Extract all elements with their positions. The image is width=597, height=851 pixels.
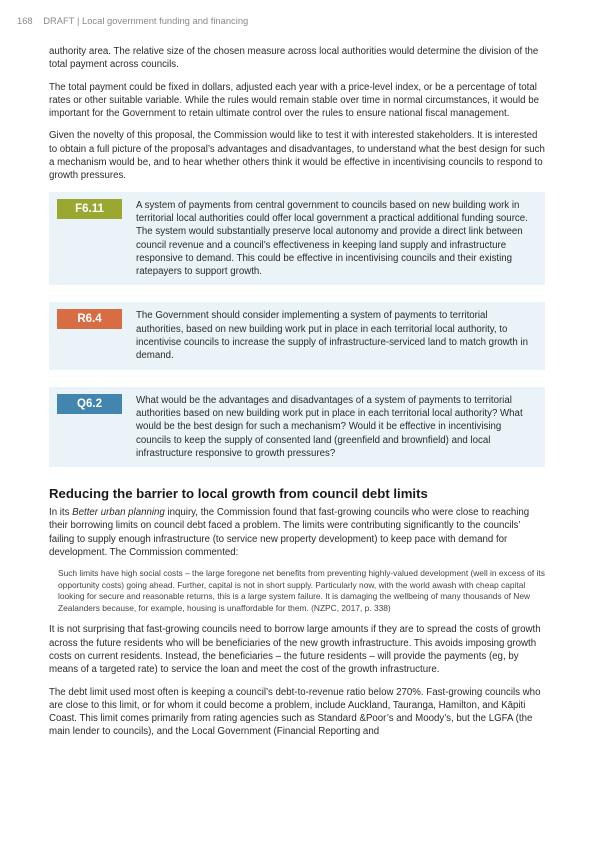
finding-badge: F6.11 bbox=[57, 199, 122, 219]
paragraph: The total payment could be fixed in dollars, adjusted each year with a price-level index, or be a percentage of total rates or other suitable variable. While the rules would remain stable over time in normal circumstances, it would be important for the Government to retain ultimate control over the rules to ensure national fiscal management. bbox=[49, 81, 539, 120]
finding-box bbox=[49, 192, 545, 286]
paragraph: Given the novelty of this proposal, the Commission would like to test it with interested stakeholders. It is interested to obtain a full picture of the proposal’s advantages and disadvantages, to understand what the best design for such a mechanism would be, and to hear whether others think it would be effective in incentivising councils to respond to growth pressures. bbox=[49, 130, 545, 182]
intro-text-continued: inquiry, the Commission found that fast-growing councils who were close to reaching their borrowing limits on council debt faced a problem. The limits were contributing significantly to the councils’ failing to supply enough infrastructure (to service new property development) to keep pace with demand for development. The Commission commented: bbox=[49, 507, 530, 559]
question-text: What would be the advantages and disadvantages of a system of payments to territorial authorities based on new building work put in place in each territorial local authority? What would be the best design for such a mechanism? Would it be effective in incentivising councils to keep the supply of consented land (greenfield and brownfield) and local infrastructure responsive to growth pressures? bbox=[136, 394, 523, 459]
finding-text: A system of payments from central government to councils based on new building work in territorial local authorities could offer local government a practical additional funding source. The system would substantially preserve local autonomy and provide a direct link between council revenue and a council’s effectiveness in keeping land supply and infrastructure responsive to demand. This could be effective in incentivising councils and their existing ratepayers to support growth. bbox=[136, 199, 528, 278]
running-title: DRAFT | Local government funding and financing bbox=[43, 15, 249, 26]
paragraph: authority area. The relative size of the chosen measure across local authorities would determine the division of the total payment across councils. bbox=[49, 46, 539, 71]
page-content bbox=[49, 45, 545, 748]
recommendation-box bbox=[49, 302, 545, 369]
intro-text: In its bbox=[49, 507, 73, 519]
recommendation-badge: R6.4 bbox=[57, 309, 122, 329]
section-intro bbox=[49, 506, 545, 559]
paragraph: The debt limit used most often is keeping a council’s debt-to-revenue ratio below 270%. Fast-growing councils who are close to this limit, or for whom it could become a problem, include Auckland, Tauranga, Hamilton, and Kāpiti Coast. This limit comes primarily from rating agencies such as Standard &Poor’s and Moody’s, but the LGFA (the main lender to councils), and the Local Government (Financial Reporting and bbox=[49, 686, 541, 738]
block-quote: Such limits have high social costs – the large foregone net benefits from preventing highly-valued development (well in excess of its opportunity costs) going ahead. Further, capital is not in short supply. Particularly now, with the world awash with cheap capital looking for secure and reasonable returns, this is a large system failure. It is damaging the wellbeing of many thousands of New Zealanders because, for example, housing is unaffordable for them. (NZPC, 2017, p. 338) bbox=[58, 568, 545, 613]
running-header bbox=[17, 15, 248, 26]
paragraph: It is not surprising that fast-growing councils need to borrow large amounts if they are to spread the costs of growth across the future residents who will be beneficiaries of the new growth infrastructure. This avoids imposing growth costs on current residents. Instead, the beneficiaries – the future residents – will provide the payments (eg, by means of a targeted rate) to service the loan and meet the cost of the growth infrastructure. bbox=[49, 624, 541, 676]
question-box bbox=[49, 387, 545, 467]
section-heading: Reducing the barrier to local growth from council debt limits bbox=[49, 486, 428, 502]
recommendation-text: The Government should consider implementing a system of payments to territorial authorities, based on new building work put in place in each territorial local authority, to incentivise councils to increase the supply of infrastructure-serviced land to match growth in demand. bbox=[136, 310, 528, 362]
page-number: 168 bbox=[17, 15, 33, 26]
question-badge: Q6.2 bbox=[57, 394, 122, 414]
inquiry-title: Better urban planning bbox=[72, 507, 165, 519]
